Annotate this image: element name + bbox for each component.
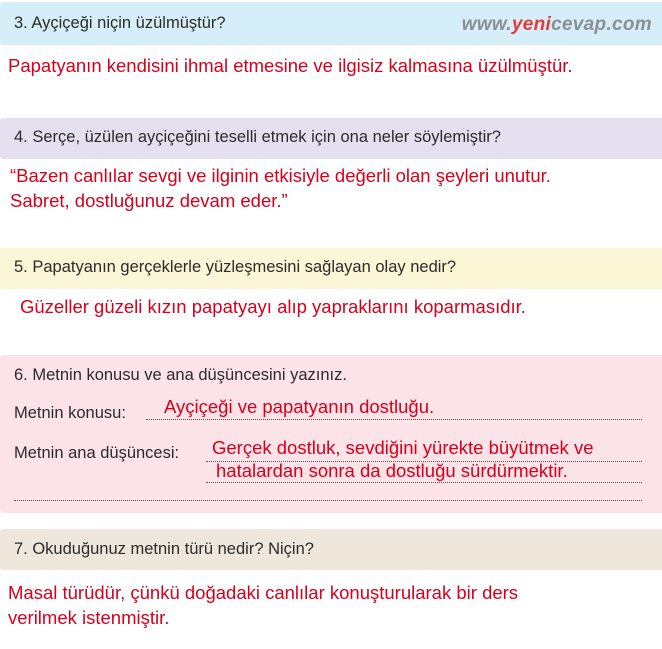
main-idea-label: Metnin ana düşüncesi:	[14, 444, 180, 462]
main-idea-line-2	[206, 482, 642, 483]
answer-5: Güzeller güzeli kızın papatyayı alıp yapraklarını koparmasıdır.	[20, 296, 526, 317]
answer-3: Papatyanın kendisini ihmal etmesine ve ilgisiz kalmasına üzülmüştür.	[8, 55, 573, 76]
watermark-part-1: www.	[461, 14, 512, 35]
watermark-part-4: .com	[606, 14, 652, 35]
main-idea-answer-line-2: hatalardan sonra da dostluğu sürdürmektir.	[216, 460, 568, 481]
main-idea-line-3	[14, 500, 642, 501]
question-4-text: 4. Serçe, üzülen ayçiçeğini teselli etmek için ona neler söylemiştir?	[14, 128, 501, 146]
topic-label: Metnin konusu:	[14, 404, 126, 422]
question-3-text: 3. Ayçiçeği niçin üzülmüştür?	[14, 14, 226, 32]
topic-answer-line	[146, 419, 642, 420]
main-idea-answer-line-1: Gerçek dostluk, sevdiğini yürekte büyütmek ve	[212, 437, 594, 458]
watermark-part-3: cevap	[551, 14, 607, 35]
answer-7-line-1: Masal türüdür, çünkü doğadaki canlılar konuşturularak bir ders	[8, 582, 519, 603]
topic-answer: Ayçiçeği ve papatyanın dostluğu.	[164, 396, 435, 417]
answer-4-line-1: “Bazen canlılar sevgi ve ilginin etkisiyle değerli olan şeyleri unutur.	[10, 165, 551, 186]
watermark	[462, 14, 652, 36]
question-5-text: 5. Papatyanın gerçeklerle yüzleşmesini sağlayan olay nedir?	[14, 258, 457, 276]
question-7-text: 7. Okuduğunuz metnin türü nedir? Niçin?	[14, 540, 314, 558]
watermark-part-2: yeni	[511, 14, 552, 35]
answer-7-line-2: verilmek istenmiştir.	[8, 607, 170, 628]
question-6-text: 6. Metnin konusu ve ana düşüncesini yazınız.	[14, 366, 347, 384]
answer-4-line-2: Sabret, dostluğunuz devam eder.”	[10, 190, 288, 211]
